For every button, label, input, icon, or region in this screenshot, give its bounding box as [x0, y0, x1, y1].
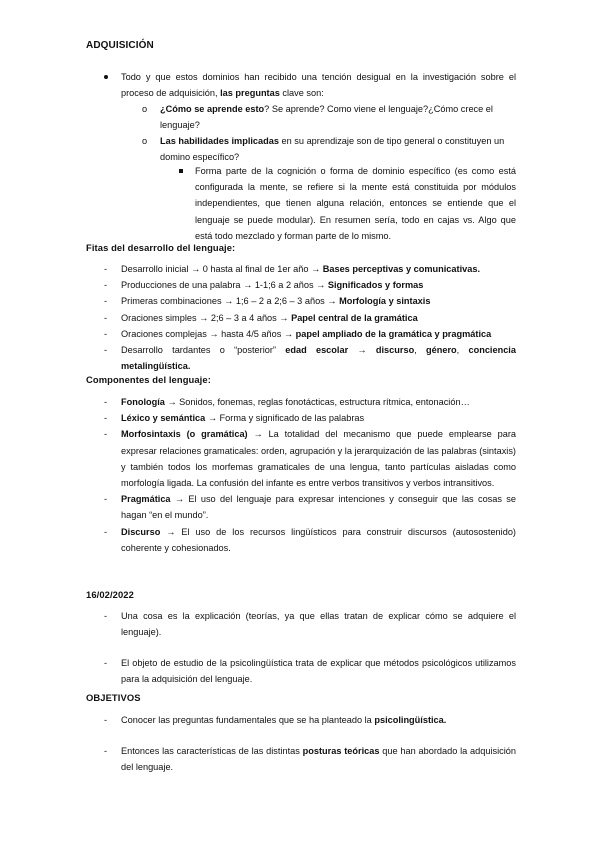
componente-item — [104, 524, 516, 556]
dash-marker: - — [104, 413, 108, 424]
componente-item-text: Morfosintaxis (o gramática) → La totalidad del mecanismo que puede emplearse para expresar relaciones gramaticales: orden, agrupación y la jerarquización de las palabras (sintaxis) y también todos los morfemas gramaticales de una lengua, tanto partículas aisladas como morfología ligada. La confusión del infante es entre verbos transitivos y verbos intransitivos. — [121, 429, 516, 489]
fecha-item-1-text: Una cosa es la explicación (teorías, ya que ellas tratan de explicar cómo se adquiere el lenguaje). — [121, 611, 516, 638]
circle-marker: o — [142, 136, 148, 146]
fitas-item — [104, 261, 516, 277]
objetivo-2-text: Entonces las características de las distintas posturas teóricas que han abordado la adquisición del lenguaje. — [121, 746, 517, 773]
componente-item-text: Fonología → Sonidos, fonemas, reglas fonotácticas, estructura rítmica, entonación… — [121, 397, 470, 407]
fecha-item-2-text: El objeto de estudio de la psicolingüística trata de explicar que métodos psicológicos utilizamos para la adquisición del lenguaje. — [121, 658, 516, 685]
componente-item-text: Pragmática → El uso del lenguaje para expresar intenciones y conseguir que las cosas se hagan “en el mundo”. — [121, 494, 516, 521]
question-2-text: Las habilidades implicadas en su aprendizaje son de tipo general o constituyen un domino específico? — [160, 136, 505, 163]
dash-marker: - — [104, 526, 108, 537]
heading-componentes: Componentes del lenguaje: — [86, 374, 211, 385]
fitas-last-text: Desarrollo tardantes o “posterior” edad escolar → discurso, género, conciencia metalingüística. — [121, 345, 516, 372]
dash-marker: - — [104, 397, 108, 407]
fitas-item-text: Producciones de una palabra → 1-1;6 a 2 años → Significados y formas — [121, 280, 424, 291]
question-1-text: ¿Cómo se aprende esto? Se aprende? Como viene el lenguaje?¿Cómo crece el lenguaje? — [160, 104, 493, 131]
componente-item — [104, 410, 516, 426]
dash-marker: - — [104, 611, 108, 621]
dash-marker: - — [104, 429, 108, 440]
dash-marker: - — [104, 296, 108, 307]
dash-marker: - — [104, 312, 108, 323]
intro-bullet — [104, 69, 516, 101]
objetivo-1-text: Conocer las preguntas fundamentales que se ha planteado la psicolingüística. — [121, 715, 447, 725]
fecha-item-2 — [104, 655, 516, 687]
objetivo-2 — [104, 743, 516, 775]
circle-marker: o — [142, 104, 148, 114]
fitas-item — [104, 277, 516, 293]
dash-marker: - — [104, 264, 108, 274]
fitas-item — [104, 293, 516, 309]
dash-marker: - — [104, 345, 108, 355]
heading-fecha: 16/02/2022 — [86, 589, 134, 600]
intro-text: Todo y que estos dominios han recibido una tención desigual en la investigación sobre el proceso de adquisición, las preguntas clave son: — [121, 72, 516, 99]
sub-point-text: Forma parte de la cognición o forma de dominio específico (es como está configurada la mente, se refiere si la mente está constituida por módulos independientes, que tienen alguna relación, entonces se entiende que el lenguaje se puede modular). En resumen sería, todo en cajas vs. Algo que está todo mezclado y forman parte de lo mismo. — [195, 166, 516, 241]
fitas-item-text: Oraciones simples → 2;6 – 3 a 4 años → Papel central de la gramática — [121, 312, 418, 323]
heading-fitas: Fitas del desarrollo del lenguaje: — [86, 242, 236, 253]
sub-point — [179, 163, 516, 244]
dash-marker: - — [104, 715, 108, 725]
componente-item — [104, 426, 516, 491]
componente-item-text: Discurso → El uso de los recursos lingüísticos para construir discursos (autosostenido) coherente y cohesionados. — [121, 526, 516, 553]
fitas-last-item — [104, 342, 516, 374]
objetivo-1 — [104, 712, 516, 728]
fitas-item — [104, 310, 516, 326]
question-2 — [142, 133, 516, 165]
dash-marker: - — [104, 280, 108, 291]
componente-item — [104, 394, 516, 410]
heading-objetivos: OBJETIVOS — [86, 692, 141, 703]
dash-marker: - — [104, 746, 108, 756]
componentes-list — [104, 394, 516, 556]
dash-marker: - — [104, 328, 108, 339]
bullet-dot-icon — [104, 75, 108, 79]
fecha-item-1 — [104, 608, 516, 640]
fitas-item-text: Primeras combinaciones → 1;6 – 2 a 2;6 – 3 años → Morfología y sintaxis — [121, 296, 431, 307]
question-1 — [142, 101, 516, 133]
componente-item — [104, 491, 516, 523]
fitas-item-text: Oraciones complejas → hasta 4/5 años → papel ampliado de la gramática y pragmática — [121, 328, 492, 339]
componente-item-text: Léxico y semántica → Forma y significado de las palabras — [121, 413, 365, 424]
dash-marker: - — [104, 658, 108, 668]
heading-adquisicion: ADQUISICIÓN — [86, 40, 154, 51]
fitas-item — [104, 326, 516, 342]
fitas-item-text: Desarrollo inicial → 0 hasta al final de 1er año → Bases perceptivas y comunicativas. — [121, 264, 481, 274]
square-bullet-icon — [179, 169, 183, 173]
dash-marker: - — [104, 494, 108, 505]
fitas-list — [104, 261, 516, 342]
